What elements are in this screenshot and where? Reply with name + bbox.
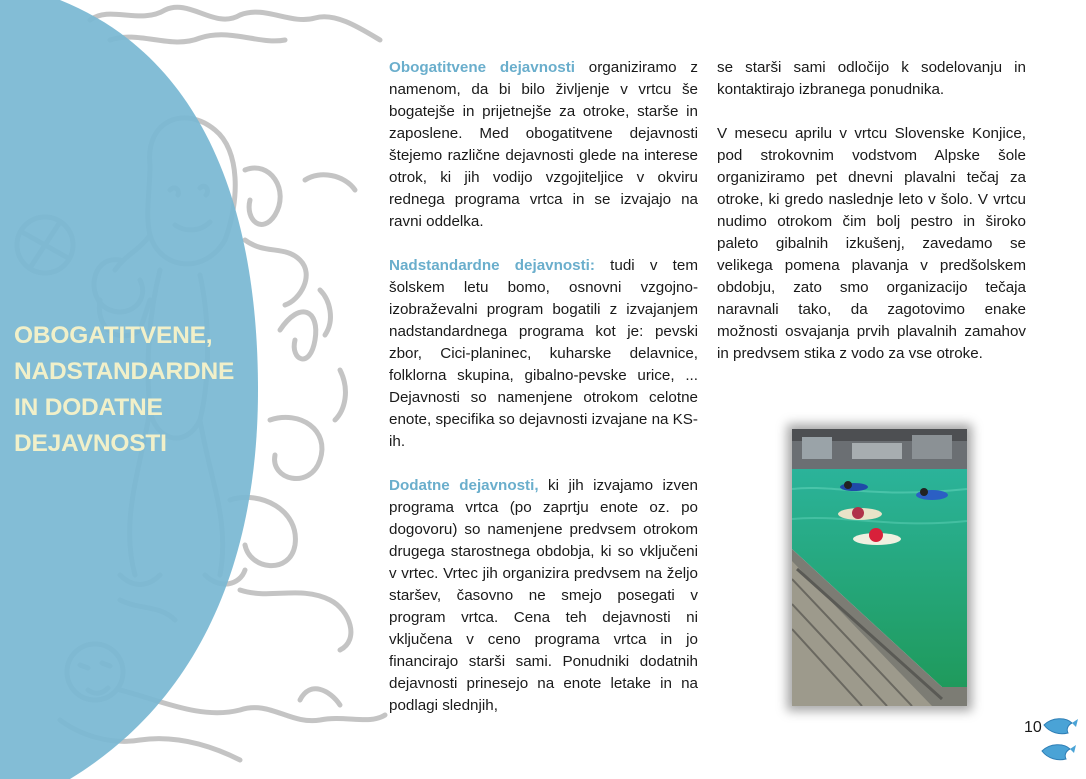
keyword-nadstandardne: Nadstandardne dejavnosti: [389,257,595,274]
paragraph-text: organiziramo z namenom, da bi bilo življenje v vrtcu še bogatejše in prijetnejše za otroke, starše in zaposlene. Med obogatitvene dejavnosti štejemo različne dejavnosti glede na interese otrok, ki jih vodijo vzgojiteljice v okviru rednega programa vrtca in se izvajajo na ravni oddelka. [389,59,698,230]
keyword-obogatitvene: Obogatitvene dejavnosti [389,59,575,76]
keyword-dodatne: Dodatne dejavnosti, [389,477,539,494]
text-column-right [717,57,1026,387]
paragraph-text: ki jih izvajamo izven programa vrtca (po zaprtju enote oz. po dogovoru) so namenjene predvsem otrokom drugega starostnega obdobja, ki so vključeni v vrtec. Vrtec jih organizira predvsem na željo staršev, časovno ne smejo posegati v program vrtca. Cena teh dejavnosti ni vključena v ceno programa vrtca in jo financirajo starši sami. Ponudniki dodatnih dejavnosti prinesejo na enote letake in na podlagi slednjih, [389,477,698,714]
section-title [14,318,254,462]
paragraph-continuation: se starši sami odločijo k sodelovanju in kontaktirajo izbranega ponudnika. [717,59,1026,98]
page-number: 10 [1024,719,1042,736]
section-title-line-3: IN DODATNE [14,394,163,421]
paragraph-dodatne [389,475,698,717]
paragraph-swimming-course: V mesecu aprilu v vrtcu Slovenske Konjice, pod strokovnim vodstvom Alpske šole organiziramo pet dnevni plavalni tečaj za otroke, ki gredo naslednje leto v šolo. V vrtcu nudimo otrokom čim bolj pestro in široko paleto gibalnih izkušenj, zavedamo se velikega pomena plavanja v predšolskem obdobju, zato smo organizacijo tečaja naravnali tako, da zagotovimo enake možnosti osvajanja prvih plavalnih zamahov in predvsem stika z vodo za vse otroke. [717,125,1026,362]
paragraph-obogatitvene [389,57,698,233]
paragraph-nadstandardne [389,255,698,453]
section-title-line-2: NADSTANDARDNE [14,358,235,385]
text-column-left [389,57,698,739]
swimming-pool-photo [792,429,967,706]
paragraph-text: tudi v tem šolskem letu bomo, osnovni vzgojno-izobraževalni program bogatili z izvajanjem nadstandardnega programa kot je: pevski zbor, Cici-planinec, kuharske delavnice, folklorna skupina, gibalno-pevske urice, ... Dejavnosti so namenjene otrokom celotne enote, specifika so dejavnosti izvajane na KS-ih. [389,257,698,450]
fish-decoration-icon [1038,715,1078,767]
section-title-line-4: DEJAVNOSTI [14,430,167,457]
section-title-line-1: OBOGATITVENE, [14,322,213,349]
